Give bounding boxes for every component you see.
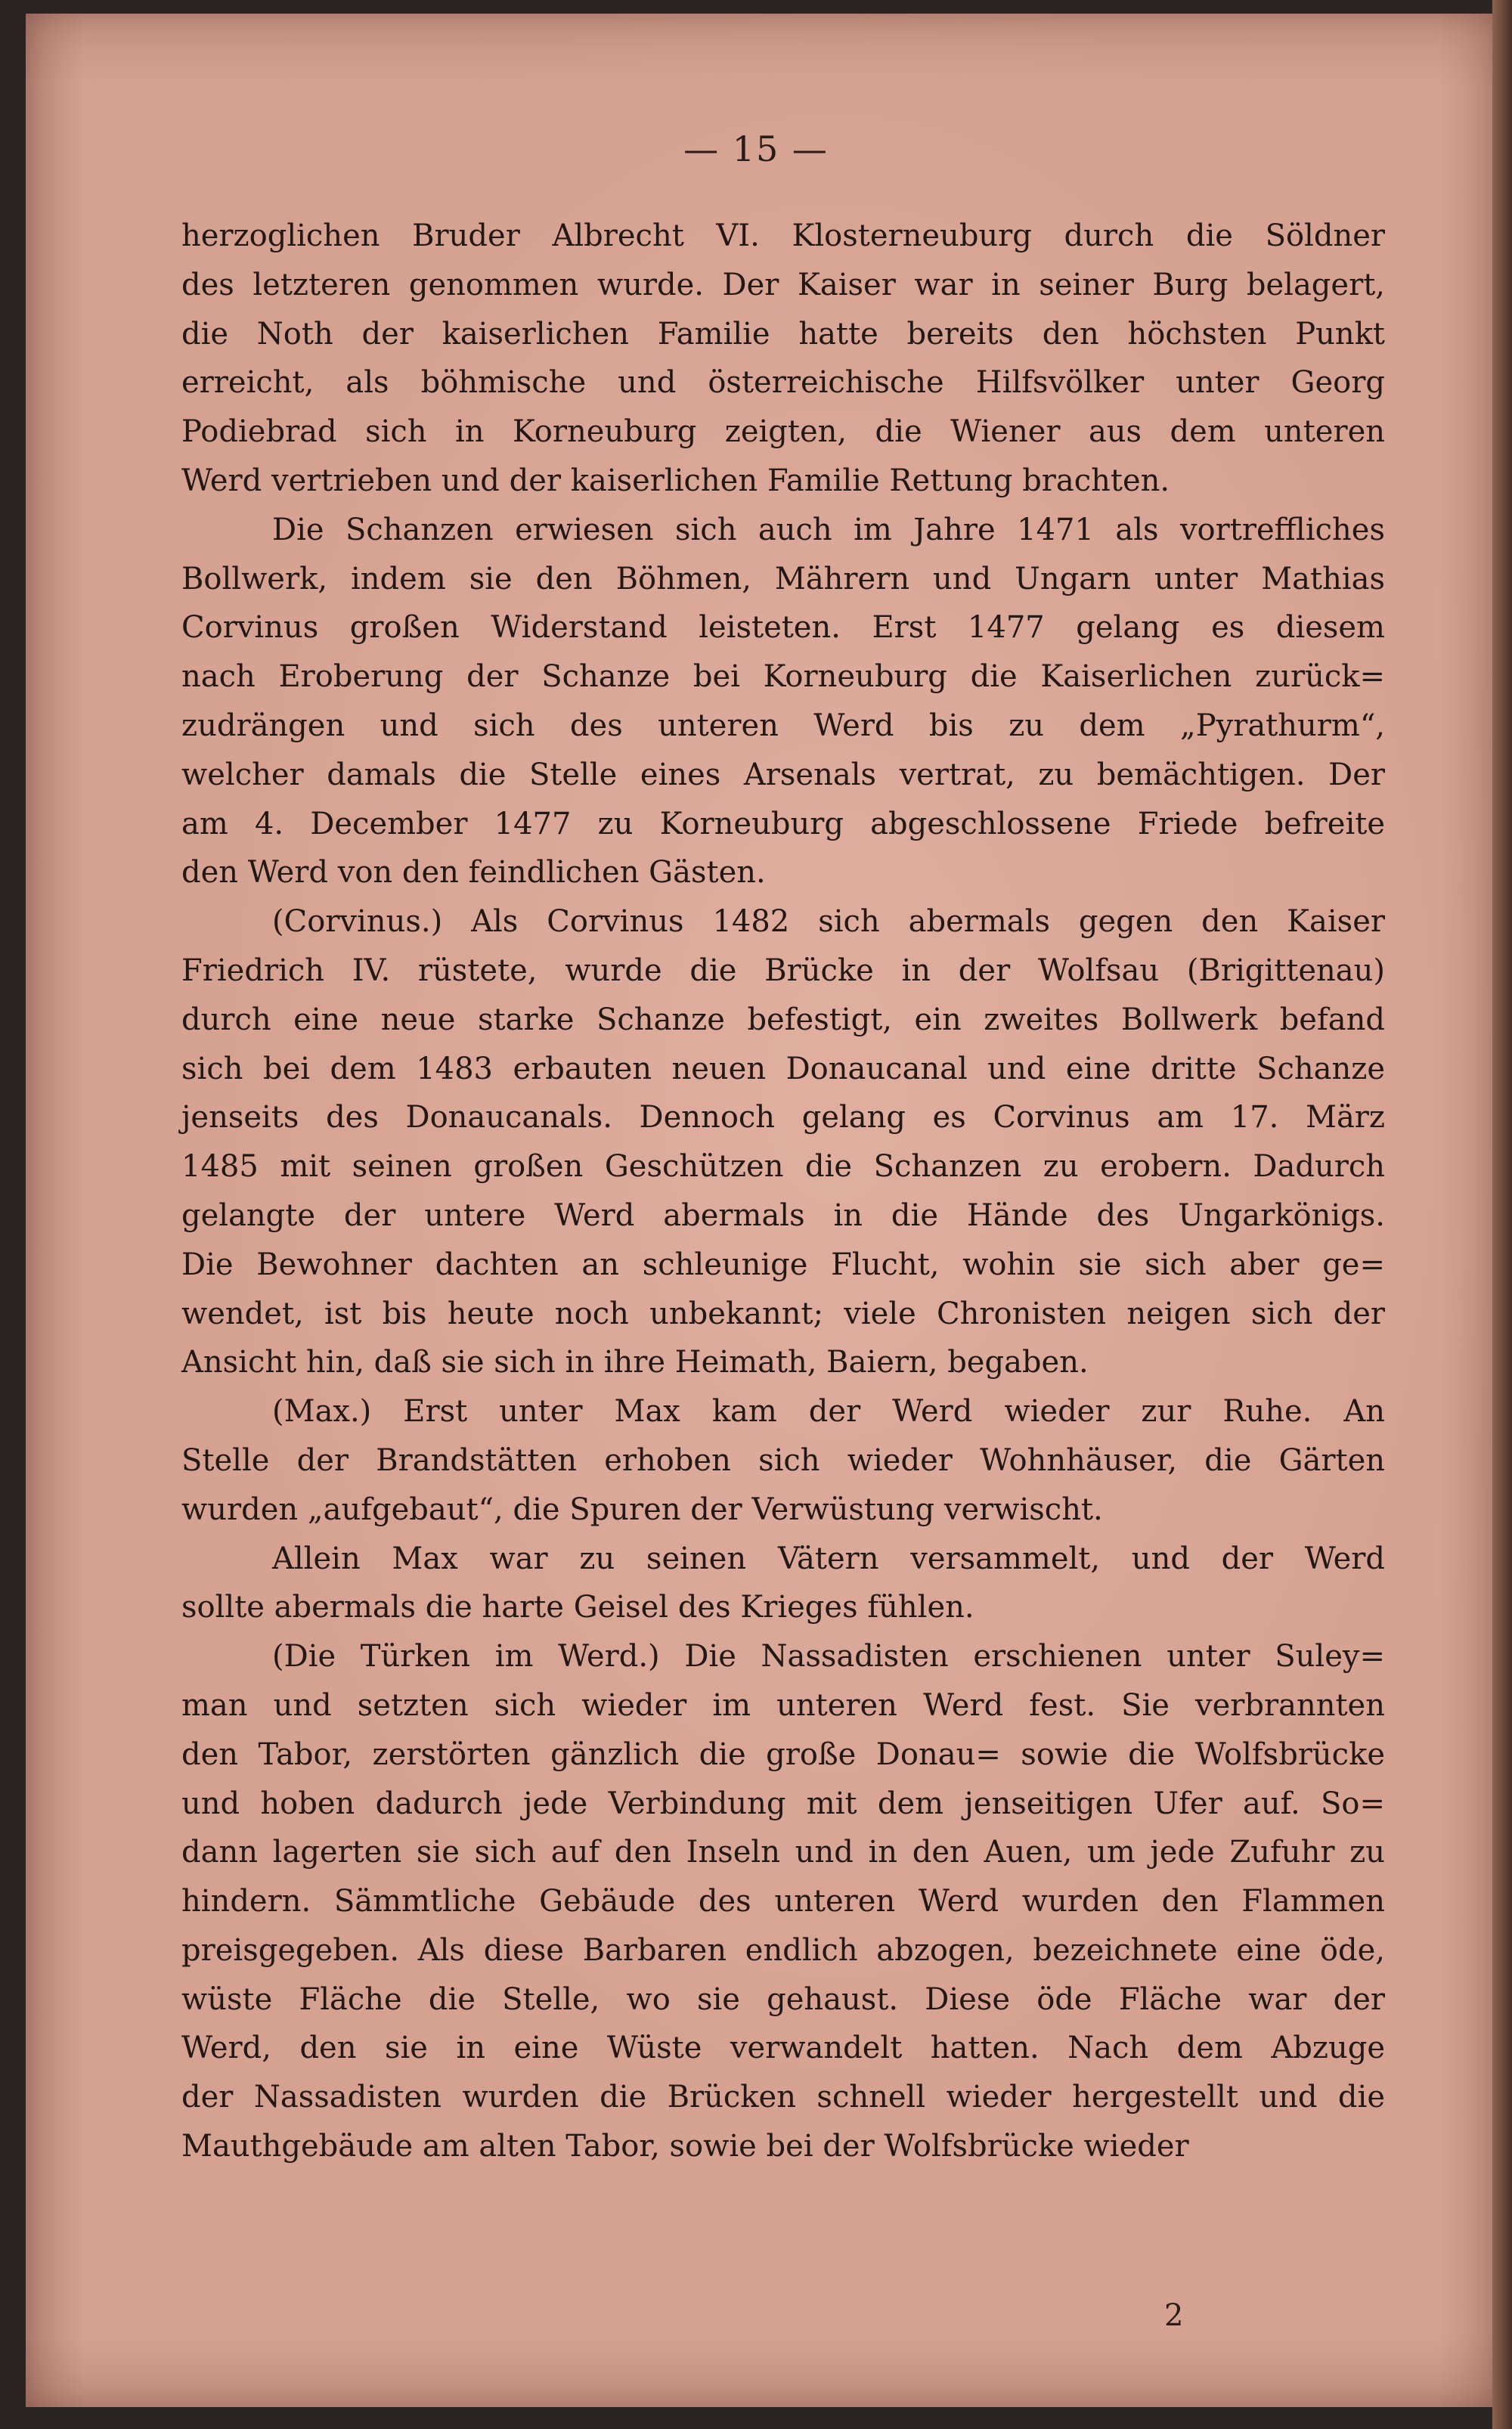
text-line: gelangte der untere Werd abermals in die Hände des Ungarkönigs. [181, 1197, 1385, 1233]
paragraph [181, 1535, 1385, 1633]
text-line: wendet, ist bis heute noch unbekannt; viele Chronisten neigen sich der [181, 1296, 1385, 1331]
text-line: Stelle der Brandstätten erhoben sich wieder Wohnhäuser, die Gärten [181, 1442, 1385, 1478]
text-line: (Corvinus.) Als Corvinus 1482 sich abermals gegen den Kaiser [272, 904, 1385, 940]
text-line: jenseits des Donaucanals. Dennoch gelang es Corvinus am 17. März [181, 1100, 1385, 1135]
text-line: wüste Fläche die Stelle, wo sie gehaust. Diese öde Fläche war der [181, 1981, 1385, 2017]
page-number: — 15 — [683, 129, 829, 169]
text-line: die Noth der kaiserlichen Familie hatte bereits den höchsten Punkt [181, 316, 1385, 352]
text-line: dann lagerten sie sich auf den Inseln und in den Auen, um jede Zufuhr zu [181, 1835, 1385, 1870]
paragraph [181, 212, 1385, 506]
text-line: Die Schanzen erwiesen sich auch im Jahre 1471 als vortreffliches [272, 512, 1385, 547]
text-line: sich bei dem 1483 erbauten neuen Donaucanal und eine dritte Schanze [181, 1051, 1385, 1086]
text-line: man und setzten sich wieder im unteren Werd fest. Sie verbrannten [181, 1687, 1385, 1723]
text-line: Friedrich IV. rüstete, wurde die Brücke in der Wolfsau (Brigittenau) [181, 953, 1385, 988]
text-line: sollte abermals die harte Geisel des Krieges fühlen. [181, 1590, 974, 1625]
text-line: Allein Max war zu seinen Vätern versammelt, und der Werd [272, 1541, 1385, 1576]
text-line: Bollwerk, indem sie den Böhmen, Mährern und Ungarn unter Mathias [181, 561, 1385, 596]
text-line: den Werd von den feindlichen Gästen. [181, 855, 766, 891]
printer-signature-mark: 2 [1164, 2298, 1184, 2333]
text-line: des letzteren genommen wurde. Der Kaiser war in seiner Burg belagert, [181, 267, 1385, 302]
text-line: Die Bewohner dachten an schleunige Flucht, wohin sie sich aber ge= [181, 1247, 1385, 1282]
text-line: Ansicht hin, daß sie sich in ihre Heimath, Baiern, begaben. [181, 1345, 1089, 1380]
text-line: Mauthgebäude am alten Tabor, sowie bei der Wolfsbrücke wieder [181, 2129, 1189, 2164]
text-line: Podiebrad sich in Korneuburg zeigten, die Wiener aus dem unteren [181, 414, 1385, 450]
text-line: Corvinus großen Widerstand leisteten. Erst 1477 gelang es diesem [181, 610, 1385, 646]
text-line: wurden „aufgebaut“, die Spuren der Verwüstung verwischt. [181, 1492, 1103, 1527]
body-text [181, 212, 1385, 2171]
text-line: herzoglichen Bruder Albrecht VI. Klosterneuburg durch die Söldner [181, 218, 1385, 253]
paragraph [181, 897, 1385, 1387]
text-line: erreicht, als böhmische und österreichische Hilfsvölker unter Georg [181, 365, 1385, 401]
text-line: 1485 mit seinen großen Geschützen die Schanzen zu erobern. Dadurch [181, 1149, 1385, 1185]
text-line: am 4. December 1477 zu Korneuburg abgeschlossene Friede befreite [181, 806, 1385, 841]
paragraph [181, 1387, 1385, 1534]
text-line: nach Eroberung der Schanze bei Korneuburg die Kaiserlichen zurück= [181, 659, 1385, 695]
text-line: welcher damals die Stelle eines Arsenals vertrat, zu bemächtigen. Der [181, 757, 1385, 792]
text-line: der Nassadisten wurden die Brücken schnell wieder hergestellt und die [181, 2080, 1385, 2115]
text-line: Werd vertrieben und der kaiserlichen Familie Rettung brachten. [181, 463, 1170, 498]
text-line: preisgegeben. Als diese Barbaren endlich abzogen, bezeichnete eine öde, [181, 1932, 1385, 1968]
text-line: zudrängen und sich des unteren Werd bis zu dem „Pyrathurm“, [181, 708, 1385, 743]
book-spine-edge [1492, 0, 1512, 2429]
text-line: Werd, den sie in eine Wüste verwandelt hatten. Nach dem Abzuge [181, 2031, 1385, 2066]
text-line: (Die Türken im Werd.) Die Nassadisten erschienen unter Suley= [272, 1639, 1385, 1675]
paragraph [181, 506, 1385, 897]
text-line: und hoben dadurch jede Verbindung mit dem jenseitigen Ufer auf. So= [181, 1786, 1385, 1821]
paragraph [181, 1632, 1385, 2171]
text-line: hindern. Sämmtliche Gebäude des unteren Werd wurden den Flammen [181, 1884, 1385, 1919]
text-line: den Tabor, zerstörten gänzlich die große Donau= sowie die Wolfsbrücke [181, 1737, 1385, 1772]
text-line: (Max.) Erst unter Max kam der Werd wieder zur Ruhe. An [272, 1394, 1385, 1430]
text-line: durch eine neue starke Schanze befestigt, ein zweites Bollwerk befand [181, 1002, 1385, 1037]
